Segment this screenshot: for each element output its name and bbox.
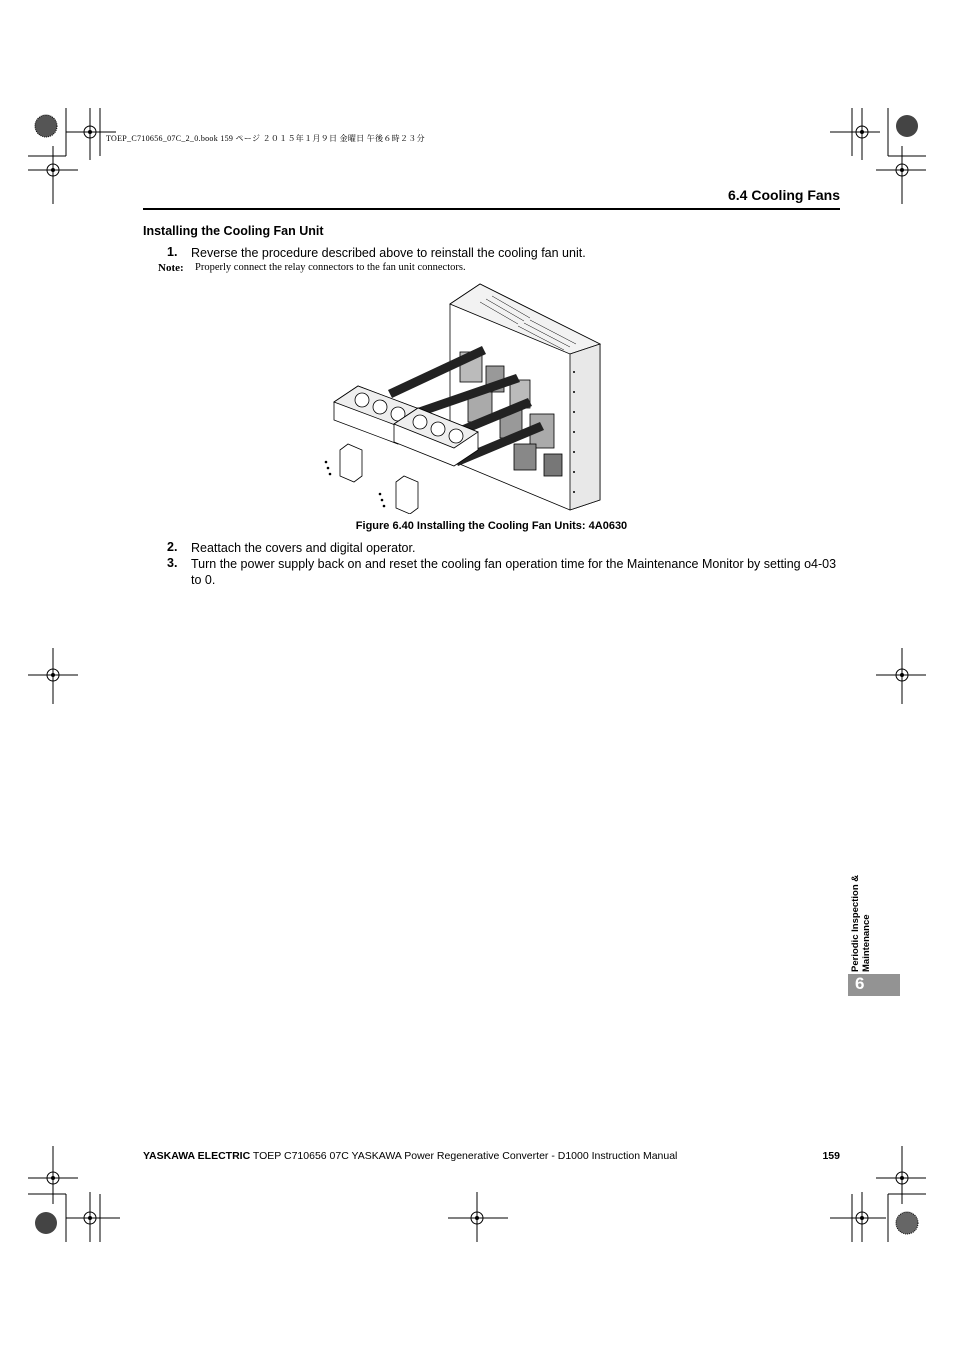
step-text: Turn the power supply back on and reset the cooling fan operation time for the Maintenance Monitor by setting o4-03 to 0. [191, 557, 837, 587]
side-tab-label [810, 872, 910, 972]
footer-text: TOEP C710656 07C YASKAWA Power Regenerative Converter - D1000 Instruction Manual [250, 1150, 678, 1162]
chapter-number: 6 [855, 974, 865, 993]
step-text: Reverse the procedure described above to reinstall the cooling fan unit. [191, 246, 586, 260]
cooling-fan-installation-figure [318, 282, 618, 514]
page-number: 159 [822, 1150, 840, 1162]
header-rule [143, 208, 840, 210]
step-number: 2. [167, 540, 178, 554]
step-number: 3. [167, 556, 178, 570]
step-text: Reattach the covers and digital operator. [191, 541, 416, 555]
note-label: Note: [158, 262, 184, 274]
step-number: 1. [167, 245, 178, 259]
figure-caption: Figure 6.40 Installing the Cooling Fan Units: 4A0630 [355, 520, 628, 532]
note-text: Properly connect the relay connectors to the fan unit connectors. [195, 262, 466, 273]
sub-heading: Installing the Cooling Fan Unit [143, 224, 324, 238]
footer-brand: YASKAWA ELECTRIC [143, 1150, 251, 1162]
section-title: 6.4 Cooling Fans [727, 187, 840, 203]
footer [143, 1150, 677, 1162]
book-file-header: TOEP_C710656_07C_2_0.book 159 ページ ２０１５年１月９日 金曜日 午後６時２３分 [106, 134, 425, 143]
side-tab-text: Periodic Inspection & Maintenance [850, 874, 872, 972]
